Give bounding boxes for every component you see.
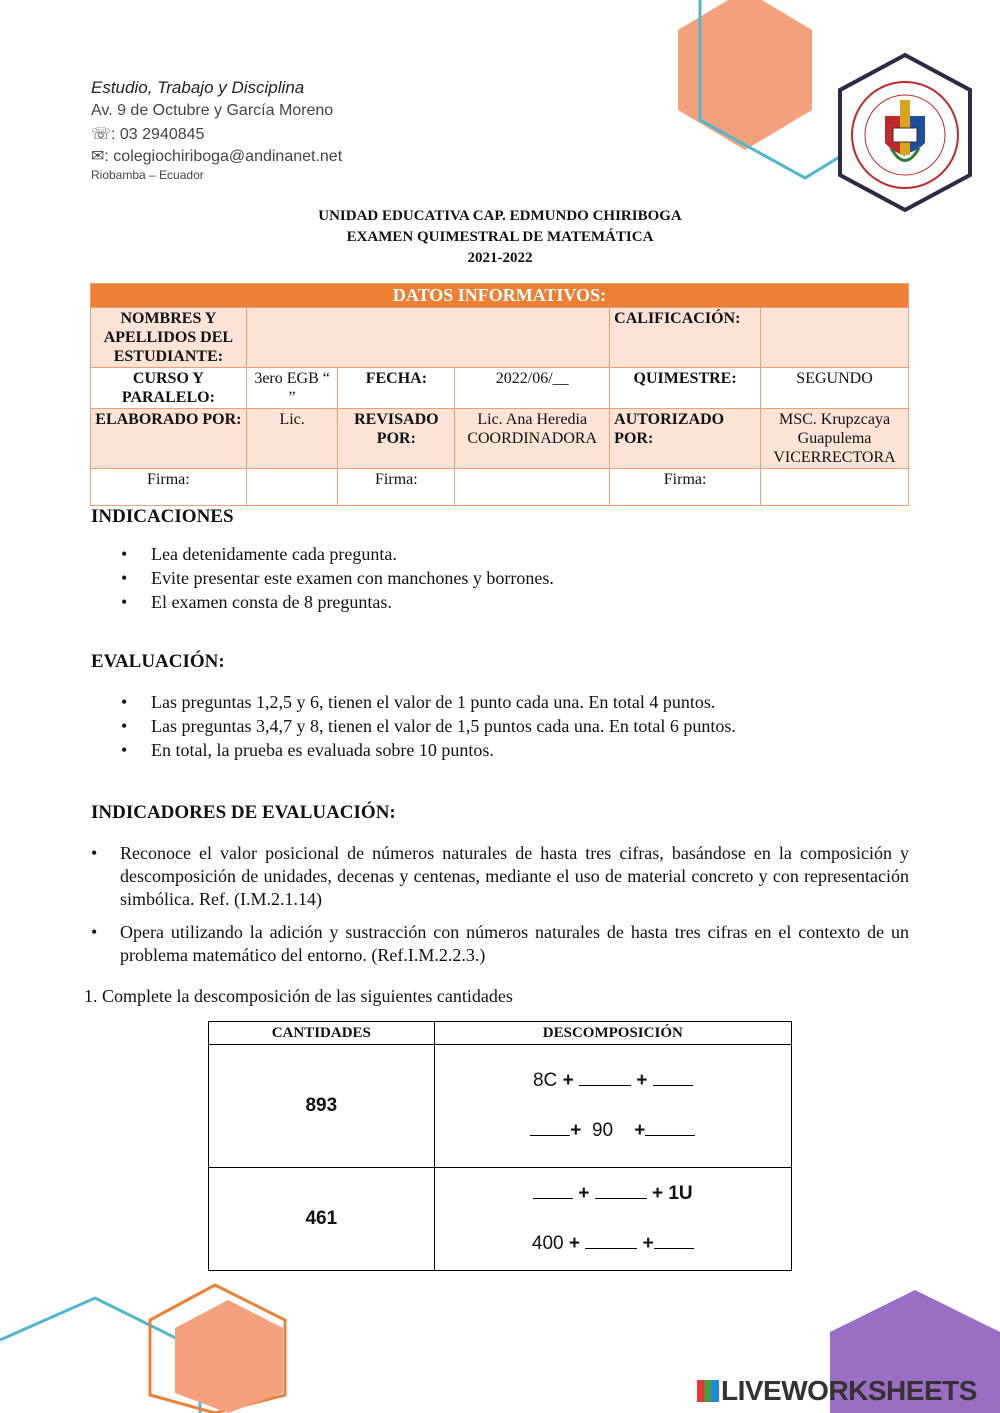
firma-field-3[interactable] <box>761 469 909 506</box>
list-item: • El examen consta de 8 preguntas. <box>91 590 554 614</box>
school-city: Riobamba – Ecuador <box>91 168 204 182</box>
list-item: • En total, la prueba es evaluada sobre 10 puntos. <box>91 738 736 762</box>
firma-label-1: Firma: <box>91 469 247 506</box>
school-seal-logo <box>845 78 965 193</box>
firma-field-2[interactable] <box>455 469 610 506</box>
nombres-label: NOMBRES Y APELLIDOS DEL ESTUDIANTE: <box>91 308 247 368</box>
school-year: 2021-2022 <box>467 250 533 266</box>
answer-blank[interactable] <box>530 1119 570 1136</box>
info-table <box>90 283 909 506</box>
answer-blank[interactable] <box>579 1069 631 1086</box>
fecha-label: FECHA: <box>338 368 455 409</box>
school-name: UNIDAD EDUCATIVA CAP. EDMUNDO CHIRIBOGA <box>318 208 682 224</box>
descomposicion-893: 8C + + + 90 + <box>434 1045 791 1168</box>
evaluacion-title: EVALUACIÓN: <box>91 651 225 672</box>
firma-field-1[interactable] <box>246 469 338 506</box>
answer-blank[interactable] <box>533 1182 573 1199</box>
phone-icon: ☏ <box>91 126 112 143</box>
question-1-text: 1. Complete la descomposición de las siguientes cantidades <box>84 986 513 1006</box>
list-item: • Reconoce el valor posicional de números naturales de hasta tres cifras, basándose en la composición y descomposición de unidades, decenas y centenas, mediante el uso de material concreto y con representación simbólica. Ref. (I.M.2.1.14) <box>91 842 909 911</box>
firma-label-2: Firma: <box>338 469 455 506</box>
answer-blank[interactable] <box>654 1232 694 1249</box>
school-phone: ☏: 03 2940845 <box>91 126 205 143</box>
list-item: • Las preguntas 1,2,5 y 6, tienen el valor de 1 punto cada una. En total 4 puntos. <box>91 690 736 714</box>
elaborado-value: Lic. <box>246 409 338 469</box>
answer-blank[interactable] <box>585 1232 637 1249</box>
school-email: ✉: colegiochiriboga@andinanet.net <box>91 148 343 165</box>
quimestre-value: SEGUNDO <box>761 368 909 409</box>
decomposition-table <box>208 1021 792 1271</box>
calificacion-label: CALIFICACIÓN: <box>610 308 761 368</box>
exam-name: EXAMEN QUIMESTRAL DE MATEMÁTICA <box>346 229 654 245</box>
liveworksheets-icon <box>697 1380 719 1402</box>
revisado-label: REVISADO POR: <box>338 409 455 469</box>
decorative-hexagons-bottom-left <box>0 1280 320 1413</box>
indicadores-list <box>91 842 909 977</box>
exam-titles <box>0 206 1000 269</box>
answer-blank[interactable] <box>595 1182 647 1199</box>
col-descomposicion: DESCOMPOSICIÓN <box>434 1022 791 1045</box>
school-motto: Estudio, Trabajo y Disciplina <box>91 78 305 97</box>
cantidad-461: 461 <box>209 1168 435 1271</box>
answer-blank[interactable] <box>653 1069 693 1086</box>
calificacion-field[interactable] <box>761 308 909 368</box>
curso-label: CURSO Y PARALELO: <box>91 368 247 409</box>
answer-blank[interactable] <box>645 1119 695 1136</box>
quimestre-label: QUIMESTRE: <box>610 368 761 409</box>
col-cantidades: CANTIDADES <box>209 1022 435 1045</box>
list-item: • Las preguntas 3,4,7 y 8, tienen el valor de 1,5 puntos cada una. En total 6 puntos. <box>91 714 736 738</box>
indicaciones-title: INDICACIONES <box>91 506 234 527</box>
liveworksheets-logo: LIVEWORKSHEETS <box>697 1375 977 1407</box>
curso-value: 3ero EGB “ ” <box>246 368 338 409</box>
mail-icon: ✉ <box>91 148 105 165</box>
nombres-field[interactable] <box>246 308 609 368</box>
revisado-value: Lic. Ana Heredia COORDINADORA <box>455 409 610 469</box>
elaborado-label: ELABORADO POR: <box>91 409 247 469</box>
list-item: • Opera utilizando la adición y sustracción con números naturales de hasta tres cifras en el contexto de un problema matemático del entorno. (Ref.I.M.2.2.3.) <box>91 921 909 967</box>
list-item: • Lea detenidamente cada pregunta. <box>91 542 554 566</box>
info-heading: DATOS INFORMATIVOS: <box>91 284 909 308</box>
autorizado-label: AUTORIZADO POR: <box>610 409 761 469</box>
school-address: Av. 9 de Octubre y García Moreno <box>91 102 334 119</box>
evaluacion-list <box>91 690 736 762</box>
descomposicion-461: + + 1U 400 + + <box>434 1168 791 1271</box>
cantidad-893: 893 <box>209 1045 435 1168</box>
fecha-value: 2022/06/__ <box>455 368 610 409</box>
list-item: • Evite presentar este examen con manchones y borrones. <box>91 566 554 590</box>
firma-label-3: Firma: <box>610 469 761 506</box>
indicadores-title: INDICADORES DE EVALUACIÓN: <box>91 802 396 823</box>
autorizado-value: MSC. Krupzcaya Guapulema VICERRECTORA <box>761 409 909 469</box>
indicaciones-list <box>91 542 554 614</box>
